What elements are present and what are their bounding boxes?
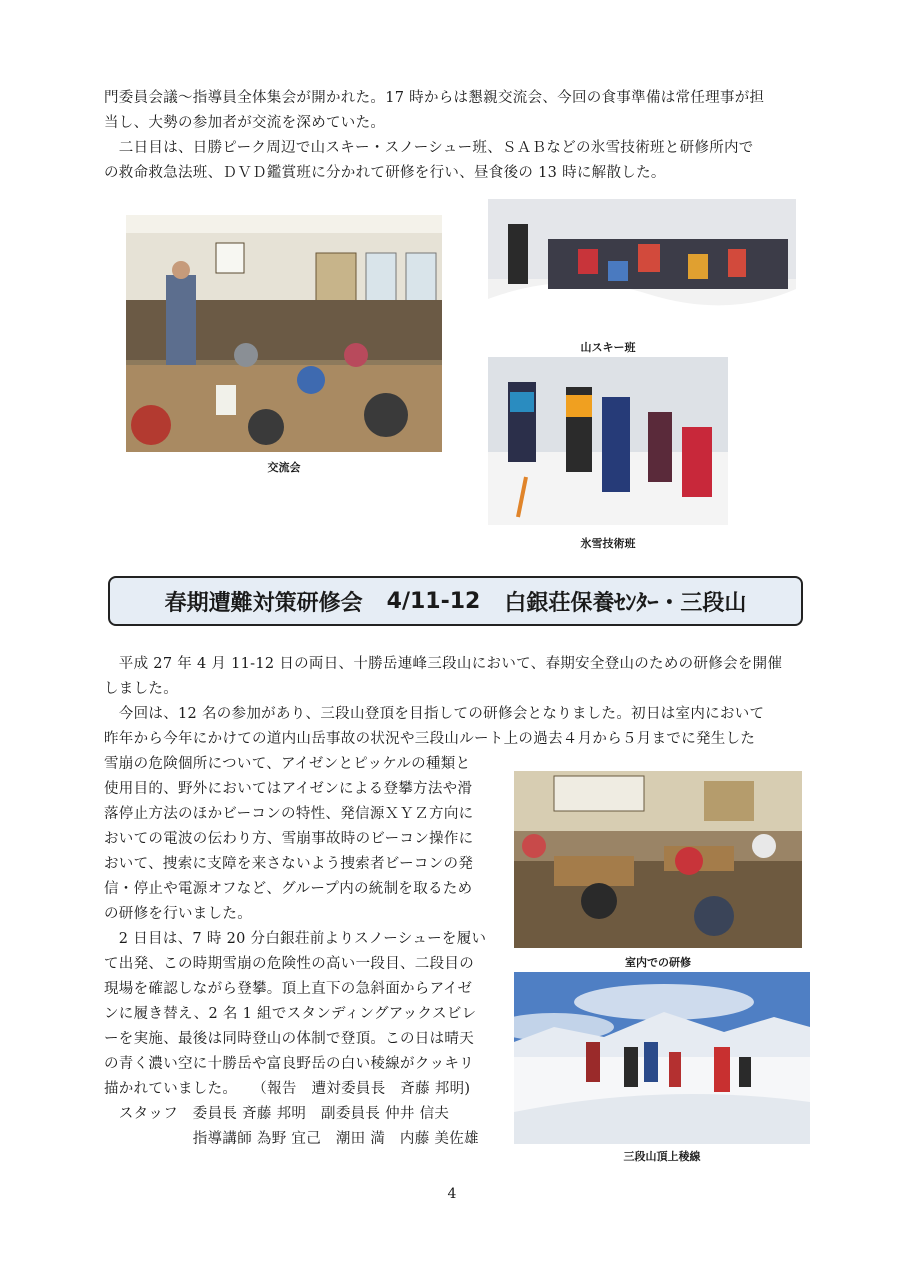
article-narrow-line: の研修を行いました。 (104, 906, 252, 922)
section-banner (108, 576, 803, 626)
summit-ridge-photo (514, 972, 810, 1144)
ice-caption: 氷雪技術班 (580, 537, 636, 550)
banner-title: 春期遭難対策研修会 (164, 590, 363, 616)
article-narrow-line: て出発、この時期雪崩の危険性の高い一段目、二段目の (104, 956, 474, 972)
staff-line-1: スタッフ 委員長 斉藤 邦明 副委員長 仲井 信夫 (104, 1106, 450, 1122)
article-line-4: 昨年から今年にかけての道内山岳事故の状況や三段山ルート上の過去４月から５月までに発生した (104, 731, 756, 747)
article-narrow-line: 信・停止や電源オフなど、グループ内の統制を取るため (104, 881, 473, 897)
ski-team-photo (488, 199, 796, 335)
article-narrow-line: 落停止方法のほかビーコンの特性、発信源ＸＹＺ方向に (104, 806, 474, 822)
article-narrow-line: 雪崩の危険個所について、アイゼンとピッケルの種類と (104, 756, 471, 772)
intro-line-2: 当し、大勢の参加者が交流を深めていた。 (104, 115, 386, 131)
article-narrow-line: 使用目的、野外においてはアイゼンによる登攀方法や滑 (104, 781, 473, 797)
indoor-caption: 室内での研修 (625, 956, 691, 969)
article-narrow-line: 描かれていました。 （報告 遭対委員長 斉藤 邦明) (104, 1081, 471, 1097)
ridge-caption: 三段山頂上稜線 (623, 1150, 701, 1163)
article-narrow-line: ンに履き替え、2 名 1 組でスタンディングアックスビレ (104, 1006, 477, 1022)
staff-line-2: 指導講師 為野 宜己 潮田 満 内藤 美佐雄 (104, 1131, 479, 1147)
article-narrow-line: ーを実施、最後は同時登山の体制で登頂。この日は晴天 (104, 1031, 474, 1047)
article-narrow-line: 現場を確認しながら登攀。頂上直下の急斜面からアイゼ (104, 981, 473, 997)
page-number: 4 (447, 1186, 457, 1202)
article-narrow-line: の青く濃い空に十勝岳や富良野岳の白い稜線がクッキリ (104, 1056, 474, 1072)
indoor-training-photo (514, 771, 802, 948)
article-narrow-line: おいての電波の伝わり方、雪崩事故時のビーコン操作に (104, 831, 474, 847)
article-narrow-line: おいて、捜索に支障を来さないよう捜索者ビーコンの発 (104, 856, 474, 872)
ice-team-photo (488, 357, 728, 525)
intro-line-3: 二日目は、日勝ピーク周辺で山スキー・スノーシュー班、ＳＡＢなどの氷雪技術班と研修所内で (104, 140, 754, 156)
ski-caption: 山スキー班 (580, 341, 636, 354)
article-narrow-line: 2 日目は、7 時 20 分白銀荘前よりスノーシューを履い (104, 931, 487, 947)
party-photo (126, 215, 442, 452)
banner-date: 4/11-12 (386, 588, 481, 614)
intro-line-4: の救命救急法班、ＤＶＤ鑑賞班に分かれて研修を行い、昼食後の 13 時に解散した。 (104, 165, 666, 181)
intro-line-1: 門委員会議～指導員全体集会が開かれた。17 時からは懇親交流会、今回の食事準備は常任理事が担 (104, 90, 765, 106)
article-line-3: 今回は、12 名の参加があり、三段山登頂を目指しての研修会となりました。初日は室内において (104, 706, 765, 722)
banner-place: 白銀荘保養ｾﾝﾀｰ・三段山 (504, 590, 747, 616)
article-line-1: 平成 27 年 4 月 11-12 日の両日、十勝岳連峰三段山において、春期安全登山のための研修会を開催 (104, 656, 783, 672)
party-caption: 交流会 (267, 461, 301, 474)
article-line-2: しました。 (104, 681, 178, 697)
